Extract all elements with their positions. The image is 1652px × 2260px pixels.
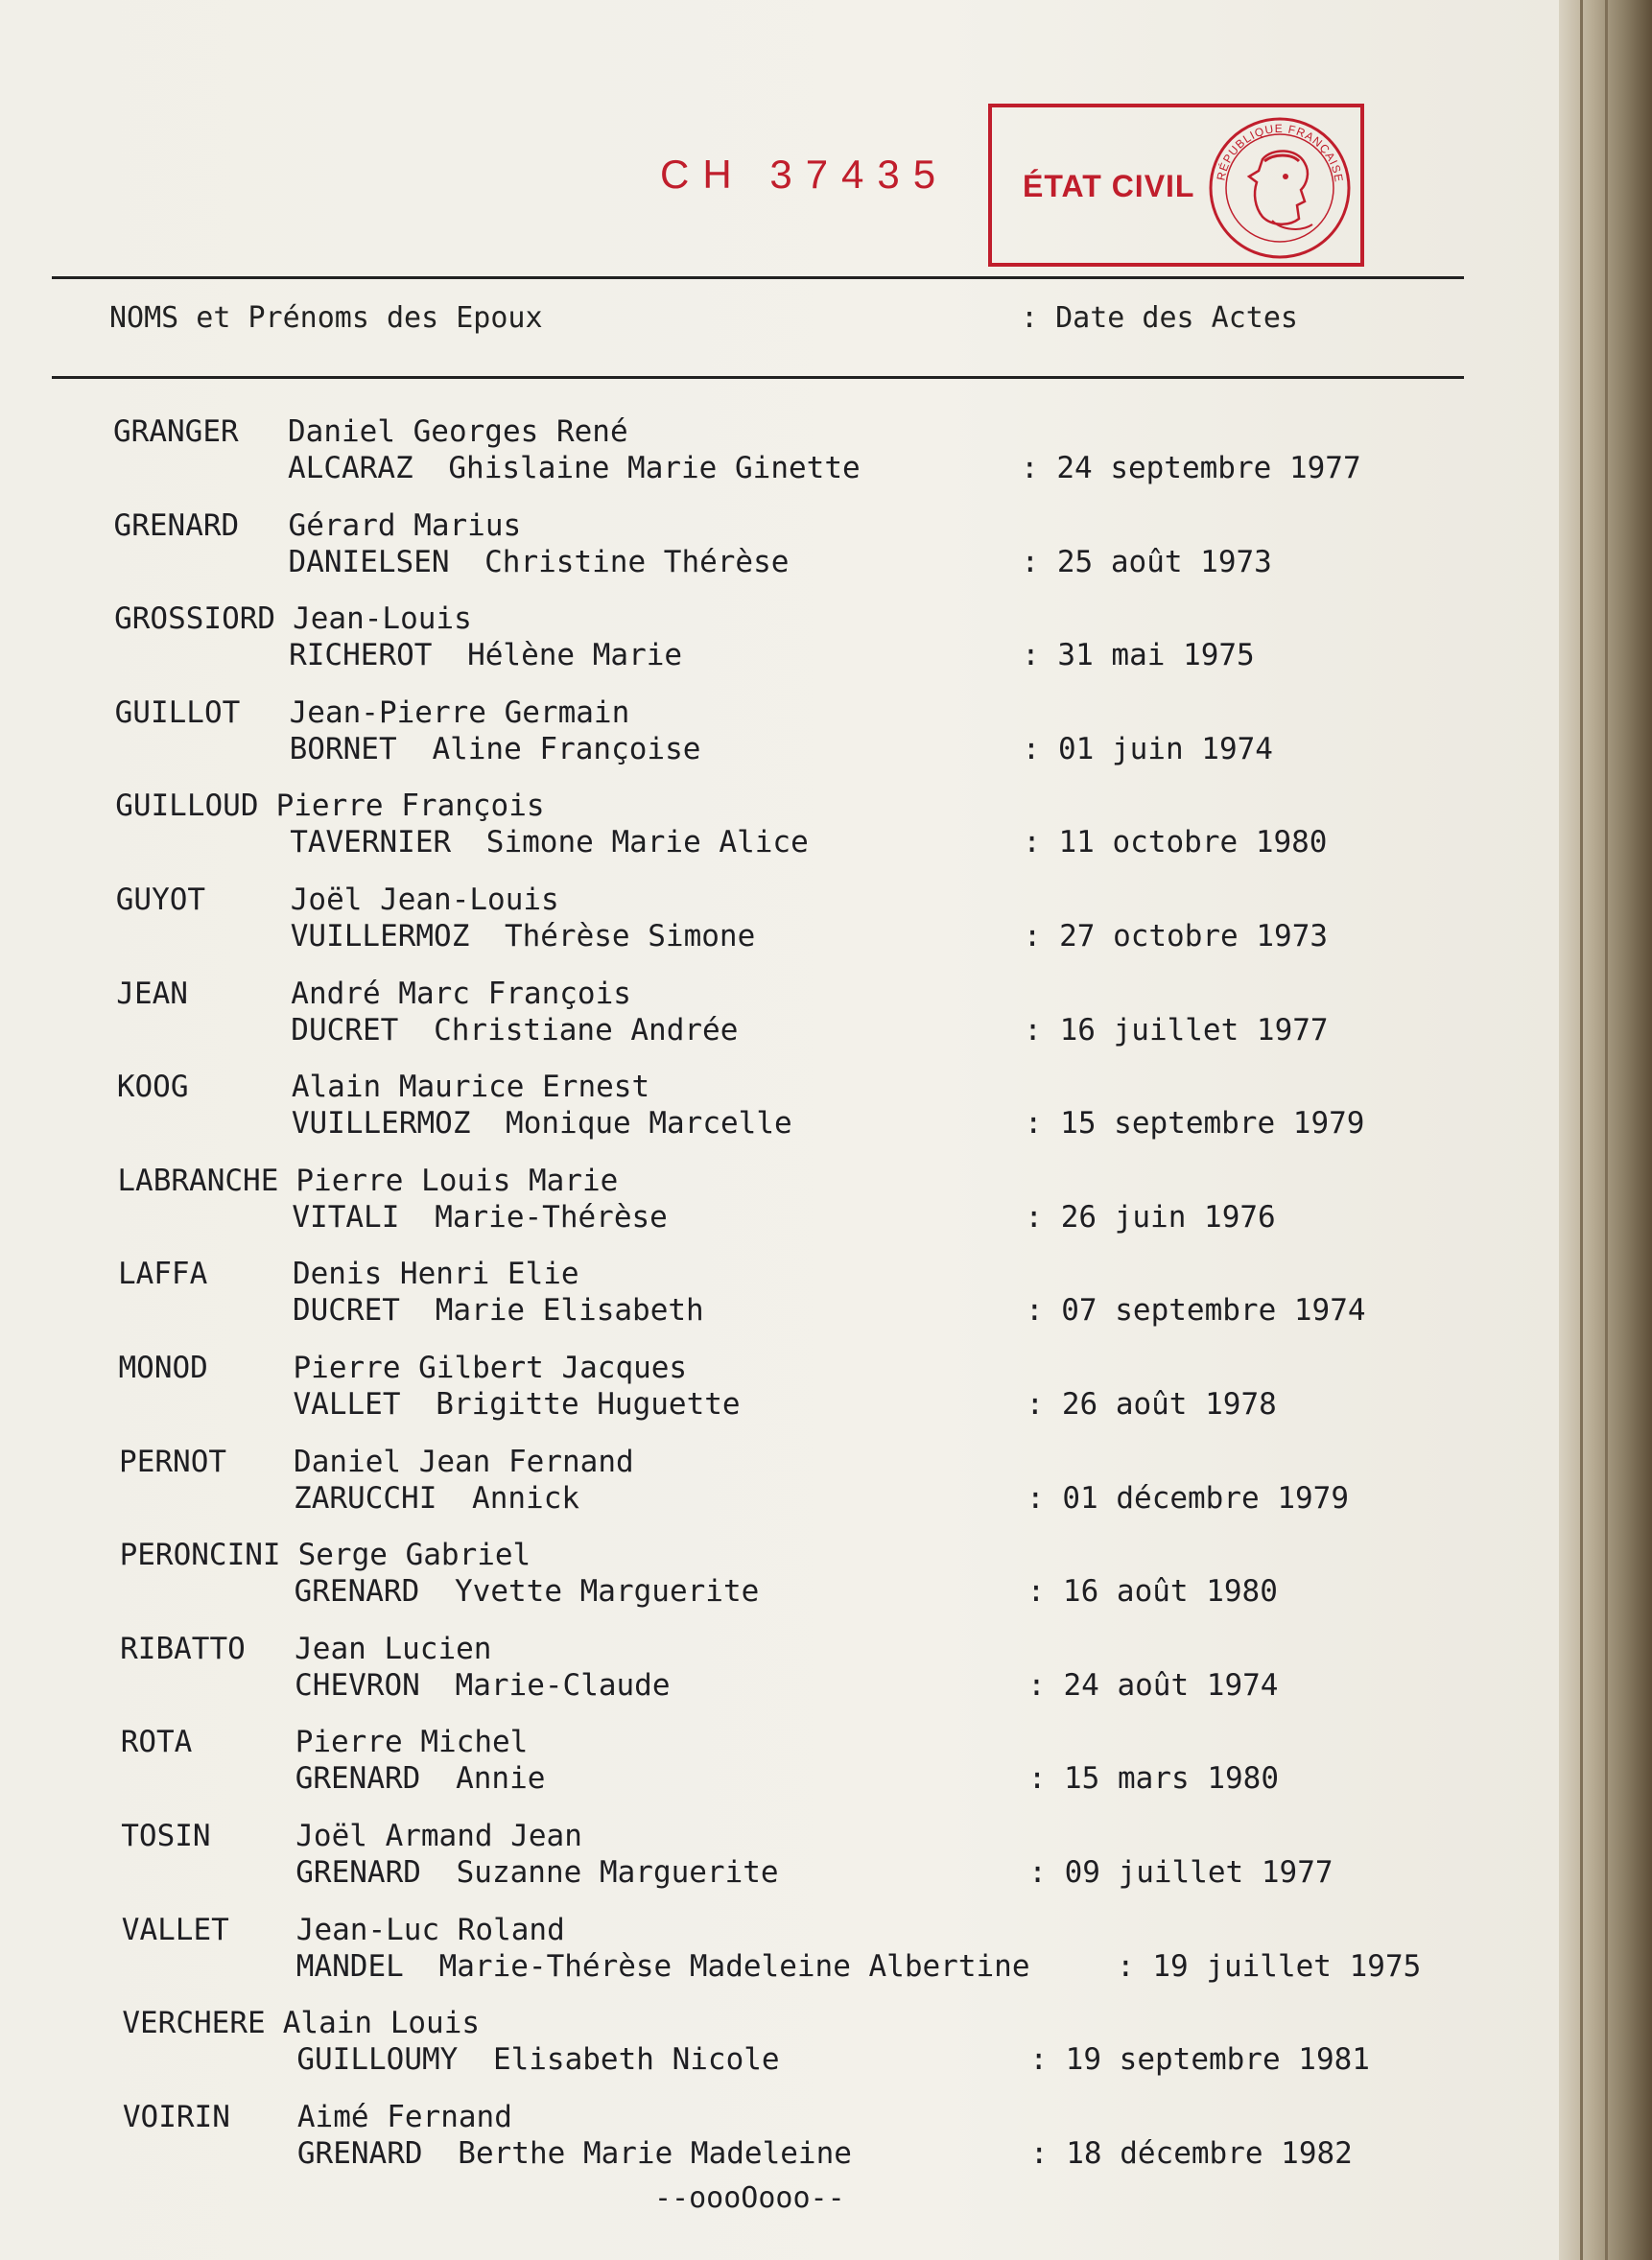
wife-given-names: Marie-Claude [455,1667,671,1703]
wife-surname: BORNET [289,731,397,766]
wife-surname: CHEVRON [295,1667,420,1703]
wife-given-names: Berthe Marie Madeleine [458,2135,852,2171]
act-date: : 16 juillet 1977 [1024,1012,1329,1048]
act-date: : 26 juin 1976 [1025,1199,1276,1235]
husband-given-names: Gérard Marius [288,507,522,543]
etat-civil-stamp [988,104,1364,267]
act-date: : 09 juillet 1977 [1028,1855,1333,1890]
wife-surname: ZARUCCHI [294,1480,437,1516]
husband-surname: ROTA [120,1725,193,1760]
act-date: : 15 septembre 1979 [1024,1106,1365,1142]
footer-ornament: --oooOooo-- [654,2181,845,2215]
husband-surname: TOSIN [121,1819,211,1853]
act-date: : 11 octobre 1980 [1023,825,1328,860]
svg-text:RÉPUBLIQUE FRANÇAISE [1214,122,1345,183]
wife-given-names: Yvette Marguerite [455,1574,760,1610]
wife-surname: VITALI [292,1199,400,1235]
marianne-seal-icon [1205,113,1355,263]
husband-given-names: Pierre François [275,789,545,824]
husband-surname: PERNOT [119,1444,227,1479]
wife-surname: RICHEROT [289,638,433,673]
husband-surname: MONOD [118,1351,208,1385]
husband-given-names: Denis Henri Elie [292,1257,579,1292]
husband-surname: VALLET [121,1912,229,1947]
wife-given-names: Marie-Thérèse Madeleine Albertine [438,1948,1030,1984]
husband-given-names: Pierre Michel [295,1725,529,1760]
husband-surname: LABRANCHE [117,1163,279,1198]
wife-surname: GRENARD [294,1574,420,1610]
wife-surname: DANIELSEN [288,544,450,579]
husband-surname: JEAN [116,976,188,1011]
husband-surname: VERCHERE [122,2006,266,2041]
husband-surname: GUILLOT [114,694,241,730]
husband-given-names: Alain Louis [282,2006,481,2041]
header-names: NOMS et Prénoms des Epoux [109,301,543,335]
act-date: : 27 octobre 1973 [1023,919,1329,953]
wife-given-names: Marie-Thérèse [435,1199,668,1235]
act-date: : 24 septembre 1977 [1021,451,1361,485]
header-top-rule [52,276,1464,279]
wife-given-names: Hélène Marie [467,638,683,673]
wife-given-names: Christine Thérèse [484,544,790,579]
husband-given-names: Daniel Jean Fernand [294,1444,634,1479]
wife-given-names: Marie Elisabeth [435,1293,704,1329]
header-dates: : Date des Actes [1021,301,1298,335]
act-date: : 18 décembre 1982 [1029,2135,1353,2171]
husband-given-names: Joël Armand Jean [295,1819,582,1853]
act-date: : 19 juillet 1975 [1117,1948,1422,1984]
husband-given-names: Aimé Fernand [296,2099,512,2134]
stamp-label: ÉTAT CIVIL [1023,169,1195,203]
husband-given-names: Daniel Georges René [288,414,628,449]
husband-surname: RIBATTO [120,1631,246,1666]
act-date: : 24 août 1974 [1027,1667,1279,1703]
act-date: : 01 juin 1974 [1022,731,1273,766]
wife-given-names: Brigitte Huguette [436,1387,741,1422]
act-date: : 31 mai 1975 [1022,638,1255,673]
wife-surname: DUCRET [292,1293,400,1329]
act-date: : 26 août 1978 [1026,1387,1277,1422]
husband-surname: GRENARD [113,507,240,543]
wife-surname: MANDEL [295,1948,404,1984]
book-binding-edge [1559,0,1652,2260]
husband-surname: VOIRIN [122,2099,230,2134]
wife-given-names: Aline Françoise [432,731,701,766]
wife-surname: TAVERNIER [290,825,452,860]
wife-surname: GUILLOUMY [296,2042,459,2078]
husband-surname: GROSSIORD [114,601,276,637]
wife-surname: VUILLERMOZ [291,1106,471,1142]
wife-given-names: Ghislaine Marie Ginette [448,451,861,485]
act-date: : 16 août 1980 [1027,1574,1278,1610]
husband-surname: LAFFA [117,1257,208,1292]
husband-given-names: Alain Maurice Ernest [291,1070,650,1105]
husband-given-names: Jean-Pierre Germain [289,694,630,730]
wife-surname: GRENARD [296,2135,423,2171]
husband-given-names: André Marc François [291,976,631,1011]
wife-given-names: Annick [472,1480,580,1516]
husband-given-names: Serge Gabriel [297,1538,531,1573]
husband-surname: PERONCINI [119,1538,281,1573]
wife-given-names: Simone Marie Alice [485,825,809,860]
wife-given-names: Suzanne Marguerite [456,1855,779,1890]
husband-given-names: Pierre Louis Marie [295,1163,619,1198]
husband-given-names: Jean-Louis [293,601,472,637]
wife-surname: VALLET [293,1387,401,1422]
header-bottom-rule [52,376,1464,379]
husband-surname: GRANGER [113,414,239,449]
husband-given-names: Pierre Gilbert Jacques [293,1351,688,1385]
act-date: : 01 décembre 1979 [1027,1480,1349,1516]
husband-given-names: Joël Jean-Louis [290,883,559,917]
wife-given-names: Elisabeth Nicole [492,2042,780,2078]
wife-given-names: Annie [456,1761,546,1797]
wife-surname: VUILLERMOZ [290,919,470,953]
husband-given-names: Jean Lucien [295,1631,492,1666]
document-code: CH 37435 [660,152,950,197]
act-date: : 19 septembre 1981 [1029,2042,1370,2078]
wife-given-names: Thérèse Simone [504,919,756,953]
seal-text: RÉPUBLIQUE FRANÇAISE [1214,121,1346,184]
husband-surname: GUYOT [115,883,206,917]
wife-given-names: Christiane Andrée [434,1012,739,1048]
husband-surname: GUILLOUD [115,789,259,824]
wife-given-names: Monique Marcelle [506,1106,792,1142]
wife-surname: DUCRET [291,1012,399,1048]
act-date: : 25 août 1973 [1021,544,1272,579]
wife-surname: ALCARAZ [288,451,413,485]
husband-surname: KOOG [116,1070,189,1105]
act-date: : 15 mars 1980 [1027,1761,1279,1797]
wife-surname: GRENARD [295,1761,421,1797]
husband-given-names: Jean-Luc Roland [295,1912,565,1947]
wife-surname: GRENARD [295,1855,421,1890]
act-date: : 07 septembre 1974 [1025,1293,1366,1329]
